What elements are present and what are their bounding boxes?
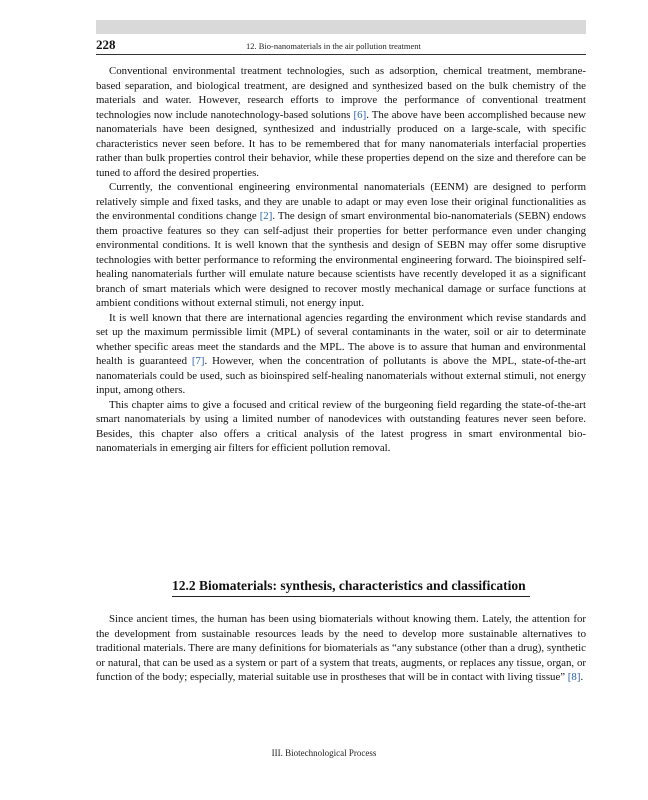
section-paragraph-1: [96, 612, 586, 685]
citation-link[interactable]: [2]: [259, 210, 273, 222]
text-run: Since ancient times, the human has been using biomaterials without knowing them. Lately, the attention for the development from sustainable resources leads by the need to develop more sustainable alternatives to traditional materials. There are many definitions for biomaterials as “any substance (other than a drug), synthetic or natural, that can be used as a system or part of a system that treats, augments, or replaces any tissue, organ, or function of the body; especially, material suitable use in prostheses that will be in contact with living tissue”: [96, 613, 586, 683]
citation-link[interactable]: [7]: [191, 355, 205, 367]
paragraph-1: [96, 64, 586, 180]
page-footer: III. Biotechnological Process: [271, 748, 377, 758]
header-rule: [96, 54, 586, 55]
section-body-text: [96, 612, 586, 685]
running-head: 12. Bio-nanomaterials in the air pollution treatment: [246, 41, 421, 51]
text-run: .: [580, 671, 584, 683]
section-heading: 12.2 Biomaterials: synthesis, characteristics and classification: [172, 578, 526, 593]
text-run: Currently, the conventional engineering environmental nanomaterials (EENM) are designed to perform relatively simple and fixed tasks, and they are unable to adapt or may even lose their original functionalities as the environmental conditions change: [96, 181, 586, 222]
section-rule: [172, 596, 530, 597]
text-run: It is well known that there are international agencies regarding the environment which revise standards and set up the maximum permissible limit (MPL) of several contaminants in the water, soil or air to determinate whether specific areas meet the standards and the MPL. The above is to assure that human and environmental health is guaranteed: [96, 311, 586, 367]
text-run: . However, when the concentration of pollutants is above the MPL, state-of-the-art nanomaterials could be used, such as bioinspired self-healing nanomaterials without external stimuli, not energy input, among others.: [96, 355, 586, 396]
page-number: 228: [96, 37, 116, 52]
text-run: . The design of smart environmental bio-nanomaterials (SEBN) endows them proactive features so they can self-adjust their properties for better performance even under changing environmental conditions. It is well known that the synthesis and design of SEBN may offer some disruptive technologies with better performance to reforming the environmental engineering forward. The bioinspired self-healing nanomaterials further will emulate nature because scientists have recently developed it as a significant branch of smart materials which were designed to recover mostly mechanical damage or surface functions at ambient conditions without external stimuli, not energy input.: [96, 210, 586, 309]
header-bar: [96, 20, 586, 34]
paragraph-3: [96, 311, 586, 398]
text-run: This chapter aims to give a focused and critical review of the burgeoning field regarding the state-of-the-art smart nanomaterials by using a limited number of nanodevices with outstanding features never seen before. Besides, this chapter also offers a critical analysis of the latest progress in smart environmental bio-nanomaterials in emerging air filters for efficient pollution removal.: [96, 398, 586, 454]
paragraph-4: [96, 398, 586, 456]
paragraph-2: [96, 180, 586, 311]
body-text: [96, 64, 586, 456]
citation-link[interactable]: [8]: [567, 671, 581, 683]
text-run: . The above have been accomplished because new nanomaterials have been designed, synthesized and industrially produced on a large-scale, with specific characteristics never seen before. It has to be remembered that for many nanomaterials interfacial properties rather than bulk properties control their behavior, while these properties depend on the size and therefore can be tuned to afford the desired properties.: [96, 108, 586, 179]
text-run: Conventional environmental treatment technologies, such as adsorption, chemical treatment, membrane-based separation, and biological treatment, are designed and synthesized based on the bulk chemistry of the materials and water. However, research efforts to improve the performance of conventional treatment technologies now include nanotechnology-based solutions: [96, 65, 586, 121]
citation-link[interactable]: [6]: [353, 108, 367, 121]
